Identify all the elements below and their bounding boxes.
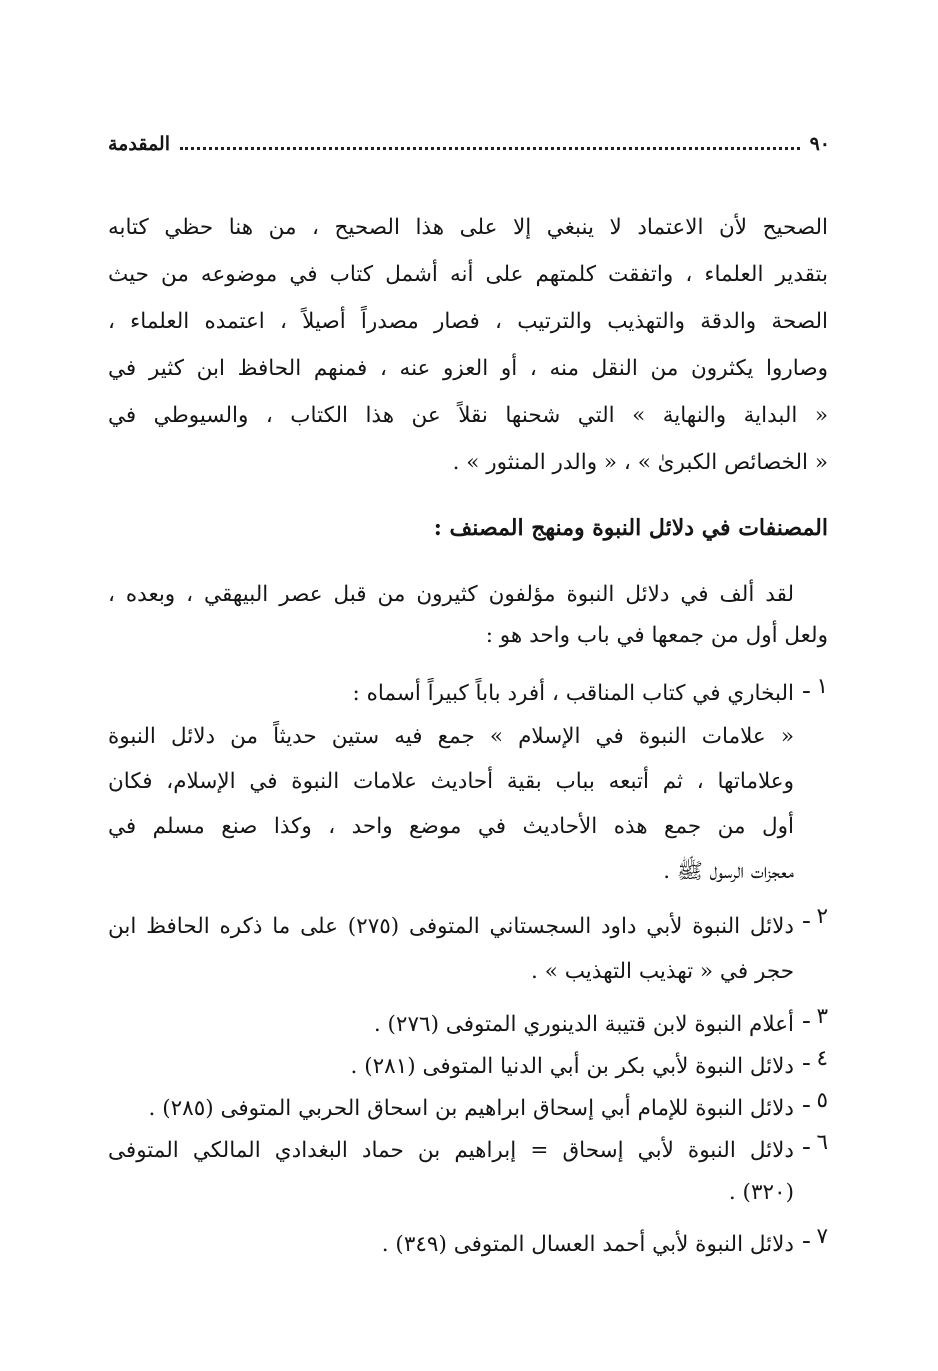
header-title: المقدمة	[108, 133, 171, 155]
section-heading: المصنفات في دلائل النبوة ومنهج المصنف :	[433, 515, 828, 541]
text-line: حجر في « تهذيب التهذيب » .	[531, 959, 794, 984]
text-line: دلائل النبوة للإمام أبي إسحاق ابراهيم بن اسحاق الحربي المتوفى (٢٨٥) .	[148, 1096, 794, 1121]
text-line: وصاروا يكثرون من النقل منه ، أو العزو عنه ، فمنهم الحافظ ابن كثير في	[108, 356, 828, 381]
page-content	[108, 204, 828, 1266]
text-line: أول من جمع هذه الأحاديث في موضع واحد ، وكذا صنع مسلم في	[108, 814, 794, 839]
list-item	[108, 1224, 828, 1266]
page-number: ٩٠	[809, 133, 830, 155]
header-dotted-leader	[180, 147, 800, 150]
list-item	[108, 1088, 828, 1130]
text-line: « علامات النبوة في الإسلام » جمع فيه ستين حديثاً من دلائل النبوة	[108, 724, 794, 749]
text-line: دلائل النبوة لأبي إسحاق = إبراهيم بن حماد البغدادي المالكي المتوفى	[108, 1138, 794, 1163]
item-number: ٧ ـ	[803, 1224, 828, 1249]
item-number: ٥ ـ	[803, 1088, 828, 1113]
text-line: وعلاماتها ، ثم أتبعه بباب بقية أحاديث علامات النبوة في الإسلام، فكان	[108, 769, 794, 794]
item-number: ٤ ـ	[803, 1046, 828, 1071]
paragraph-1	[108, 204, 828, 486]
text-line: بتقدير العلماء ، واتفقت كلمتهم على أنه أشمل كتاب في موضوعه من حيث	[108, 262, 828, 287]
text-line: دلائل النبوة لأبي داود السجستاني المتوفى (٢٧٥) على ما ذكره الحافظ ابن	[108, 914, 794, 939]
list-item	[108, 674, 828, 894]
text-line: (٣٢٠) .	[728, 1180, 794, 1205]
text-line: البخاري في كتاب المناقب ، أفرد باباً كبيراً أسماه :	[352, 681, 794, 706]
item-number: ٣ ـ	[803, 1004, 828, 1029]
list-item	[108, 904, 828, 994]
text-line: لقد ألف في دلائل النبوة مؤلفون كثيرون من قبل عصر البيهقي ، وبعده ،	[108, 582, 794, 607]
text-line: الصحة والدقة والتهذيب والترتيب ، فصار مصدراً أصيلاً ، اعتمده العلماء ،	[108, 309, 828, 334]
text-line: دلائل النبوة لأبي بكر بن أبي الدنيا المتوفى (٢٨١) .	[350, 1054, 794, 1079]
works-list	[108, 674, 828, 1266]
list-item	[108, 1130, 828, 1214]
text-line: معجزات الرسول ﷺ .	[663, 859, 794, 884]
text-line: أعلام النبوة لابن قتيبة الدينوري المتوفى (٢٧٦) .	[373, 1012, 794, 1037]
item-number: ١ ـ	[803, 674, 828, 699]
item-number: ٦ ـ	[803, 1130, 828, 1155]
list-item	[108, 1004, 828, 1046]
text-line: « الخصائص الكبرىٰ » ، « والدر المنثور » .	[452, 450, 828, 475]
text-line: الصحيح لأن الاعتماد لا ينبغي إلا على هذا الصحيح ، من هنا حظي كتابه	[108, 215, 828, 240]
text-line: « البداية والنهاية » التي شحنها نقلاً عن هذا الكتاب ، والسيوطي في	[108, 403, 828, 428]
text-line: دلائل النبوة لأبي أحمد العسال المتوفى (٣٤٩) .	[381, 1232, 794, 1257]
list-item	[108, 1046, 828, 1088]
running-header	[108, 126, 830, 162]
text-line: ولعل أول من جمعها في باب واحد هو :	[485, 623, 828, 648]
item-number: ٢ ـ	[803, 904, 828, 929]
intro-paragraph	[108, 574, 828, 656]
